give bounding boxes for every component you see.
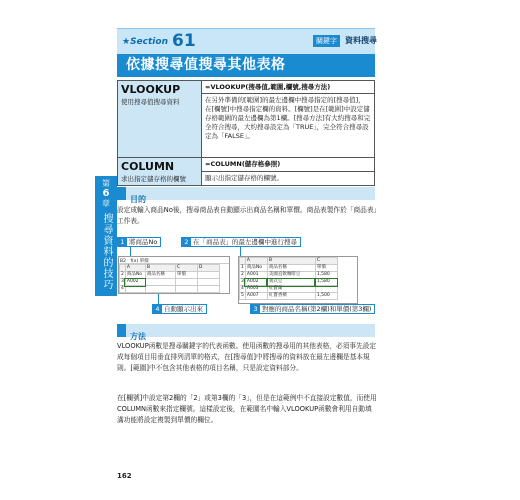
table-row	[120, 265, 220, 272]
table-row	[240, 265, 338, 272]
table-row	[240, 279, 338, 286]
method-heading	[117, 324, 375, 341]
function-body: 顯示出指定儲存格的欄號。	[202, 172, 375, 186]
chapter-suffix: 章	[102, 199, 110, 208]
grid-cell: 3	[241, 279, 244, 284]
section-label-text: Section	[130, 37, 168, 47]
callout-text: 將商品No	[129, 238, 158, 246]
grid-cell	[125, 286, 145, 293]
grid-cell: 1,500	[315, 293, 337, 300]
grid-cell: 4	[121, 286, 124, 291]
grid-cell	[175, 286, 197, 293]
chapter-number	[95, 176, 117, 209]
worksheet-left	[118, 256, 230, 294]
grid-cell: B	[267, 258, 315, 265]
table-row	[120, 272, 220, 279]
function-name-cell	[118, 81, 202, 158]
formula-bar	[119, 257, 229, 264]
grid-cell: 1,580	[315, 279, 337, 286]
keyword-badge: 關鍵字	[313, 35, 340, 47]
grid-cell	[145, 286, 175, 293]
grid-cell: A	[245, 258, 267, 265]
purpose-text: 設定成輸入商品No後，搜尋商品表自動顯示出商品名稱和單價。商品表製作於「商品表」工作表。	[117, 206, 377, 225]
grid-cell: 美國直飲咖啡豆	[267, 272, 315, 279]
callout-number: 2	[182, 238, 191, 247]
name-box: B2	[120, 259, 126, 264]
callout-number: 3	[251, 305, 260, 314]
callout-number: 4	[153, 305, 162, 314]
grid-cell: 5	[241, 293, 244, 298]
grid-cell: A003	[245, 286, 267, 293]
section-title: 依據搜尋值搜尋其他表格	[117, 54, 375, 77]
grid-cell: 紅寶蘭	[267, 286, 315, 293]
grid-cell: 2	[241, 272, 244, 277]
section-number: 61	[172, 31, 196, 51]
grid-cell	[315, 286, 337, 293]
grid-cell: A	[125, 265, 145, 272]
grid-cell: 義式豆	[267, 279, 315, 286]
purpose-heading-text: 目的	[130, 195, 146, 204]
grid-cell: A002	[125, 279, 145, 286]
product-table-grid	[239, 257, 338, 300]
table-row	[120, 279, 220, 286]
callout-text: 在「商品表」的最左邊欄中進行搜尋	[193, 238, 297, 246]
grid-cell	[197, 272, 219, 279]
grid-cell: 商品No	[125, 272, 145, 279]
method-heading-text: 方法	[130, 332, 146, 341]
grid-cell: 3	[121, 279, 124, 284]
function-syntax: =COLUMN(儲存格參照)	[202, 158, 375, 172]
function-body: 在另外準備的[範圍]的最左邊欄中搜尋指定的[搜尋值]，在[欄號]中搜尋指定欄的資料。[欄號]是在[範圍]中設定儲存格範圍的最左邊欄為第1欄。[搜尋方法]有大約搜尋和完全符合搜尋，大約搜尋設定為「TRUE」，完全符合搜尋設定為「FALSE」。	[202, 94, 375, 158]
method-paragraph-2: 在[欄號]中設定第2欄的「2」或第3欄的「3」，但是在這範例中不直接設定數值，而使用COLUMN函數來指定欄號。這樣設定後，在範圍名中輸入VLOOKUP函數會利用自動填滿功能將設定複製到單價的欄位。	[117, 394, 377, 424]
grid-cell: C	[175, 265, 197, 272]
callout-3	[250, 304, 375, 314]
section-label: ★Section	[122, 37, 168, 47]
grid-cell: 商品名稱	[145, 272, 175, 279]
callout-2	[181, 237, 301, 247]
page-number: 162	[117, 472, 132, 480]
grid-cell: 單價	[315, 265, 337, 272]
function-name-cell	[118, 158, 202, 186]
function-syntax: =VLOOKUP(搜尋值,範圍,欄號,搜尋方法)	[202, 81, 375, 94]
grid-cell: D	[197, 265, 219, 272]
leader-line	[158, 294, 159, 304]
function-name: VLOOKUP	[121, 83, 181, 96]
grid-cell: 1,580	[315, 272, 337, 279]
grid-cell: B	[145, 265, 175, 272]
callout-4	[152, 304, 207, 314]
callout-number: 1	[118, 238, 127, 247]
function-table	[117, 80, 375, 186]
chapter-label: 第	[102, 179, 110, 188]
grid-cell: 商品名稱	[267, 265, 315, 272]
grid-cell: 商品No	[245, 265, 267, 272]
chapter-title: 搜尋資料的技巧	[101, 213, 112, 290]
function-name: COLUMN	[121, 160, 175, 173]
method-paragraph-1: VLOOKUP函數是搜尋關鍵字的代表函數。使用函數的搜尋用的其他表格，必須事先設定成每個項目用垂直排列清單的格式，在[搜尋值]中將搜尋的資料放在最左邊欄是基本規則。[範圍]中不包含其他表格的項目名稱，只是設定資料部分。	[117, 342, 377, 372]
worksheet-grid	[119, 264, 220, 293]
table-row	[240, 258, 338, 265]
table-row	[240, 286, 338, 293]
grid-cell	[145, 279, 175, 286]
worksheet-right	[238, 256, 358, 304]
chapter-num: 6	[102, 188, 110, 199]
grid-cell: C	[315, 258, 337, 265]
table-row	[240, 272, 338, 279]
grid-cell: A007	[245, 293, 267, 300]
grid-cell: 4	[241, 286, 244, 291]
grid-cell: 單價	[175, 272, 197, 279]
table-row	[120, 286, 220, 293]
callout-text: 對應的商品名稱(第2欄)和單價(第3欄)	[262, 305, 372, 313]
callout-1	[117, 237, 161, 247]
grid-cell: 1	[241, 265, 244, 270]
purpose-heading	[117, 187, 375, 204]
grid-cell	[197, 286, 219, 293]
keyword-text: 資料搜尋	[345, 36, 377, 45]
function-desc: 求出指定儲存格的欄號	[121, 175, 186, 183]
table-row	[240, 293, 338, 300]
grid-cell	[197, 279, 219, 286]
grid-cell	[175, 279, 197, 286]
grid-cell: 2	[121, 272, 124, 277]
callout-text: 自動顯示出來	[164, 305, 203, 313]
chapter-tab	[95, 176, 117, 296]
formula-text: f(x) 單價	[130, 259, 149, 264]
grid-cell: A001	[245, 272, 267, 279]
grid-cell: A002	[245, 279, 267, 286]
grid-cell: 紅寶香檳	[267, 293, 315, 300]
function-desc: 使用搜尋值搜尋資料	[121, 98, 180, 106]
